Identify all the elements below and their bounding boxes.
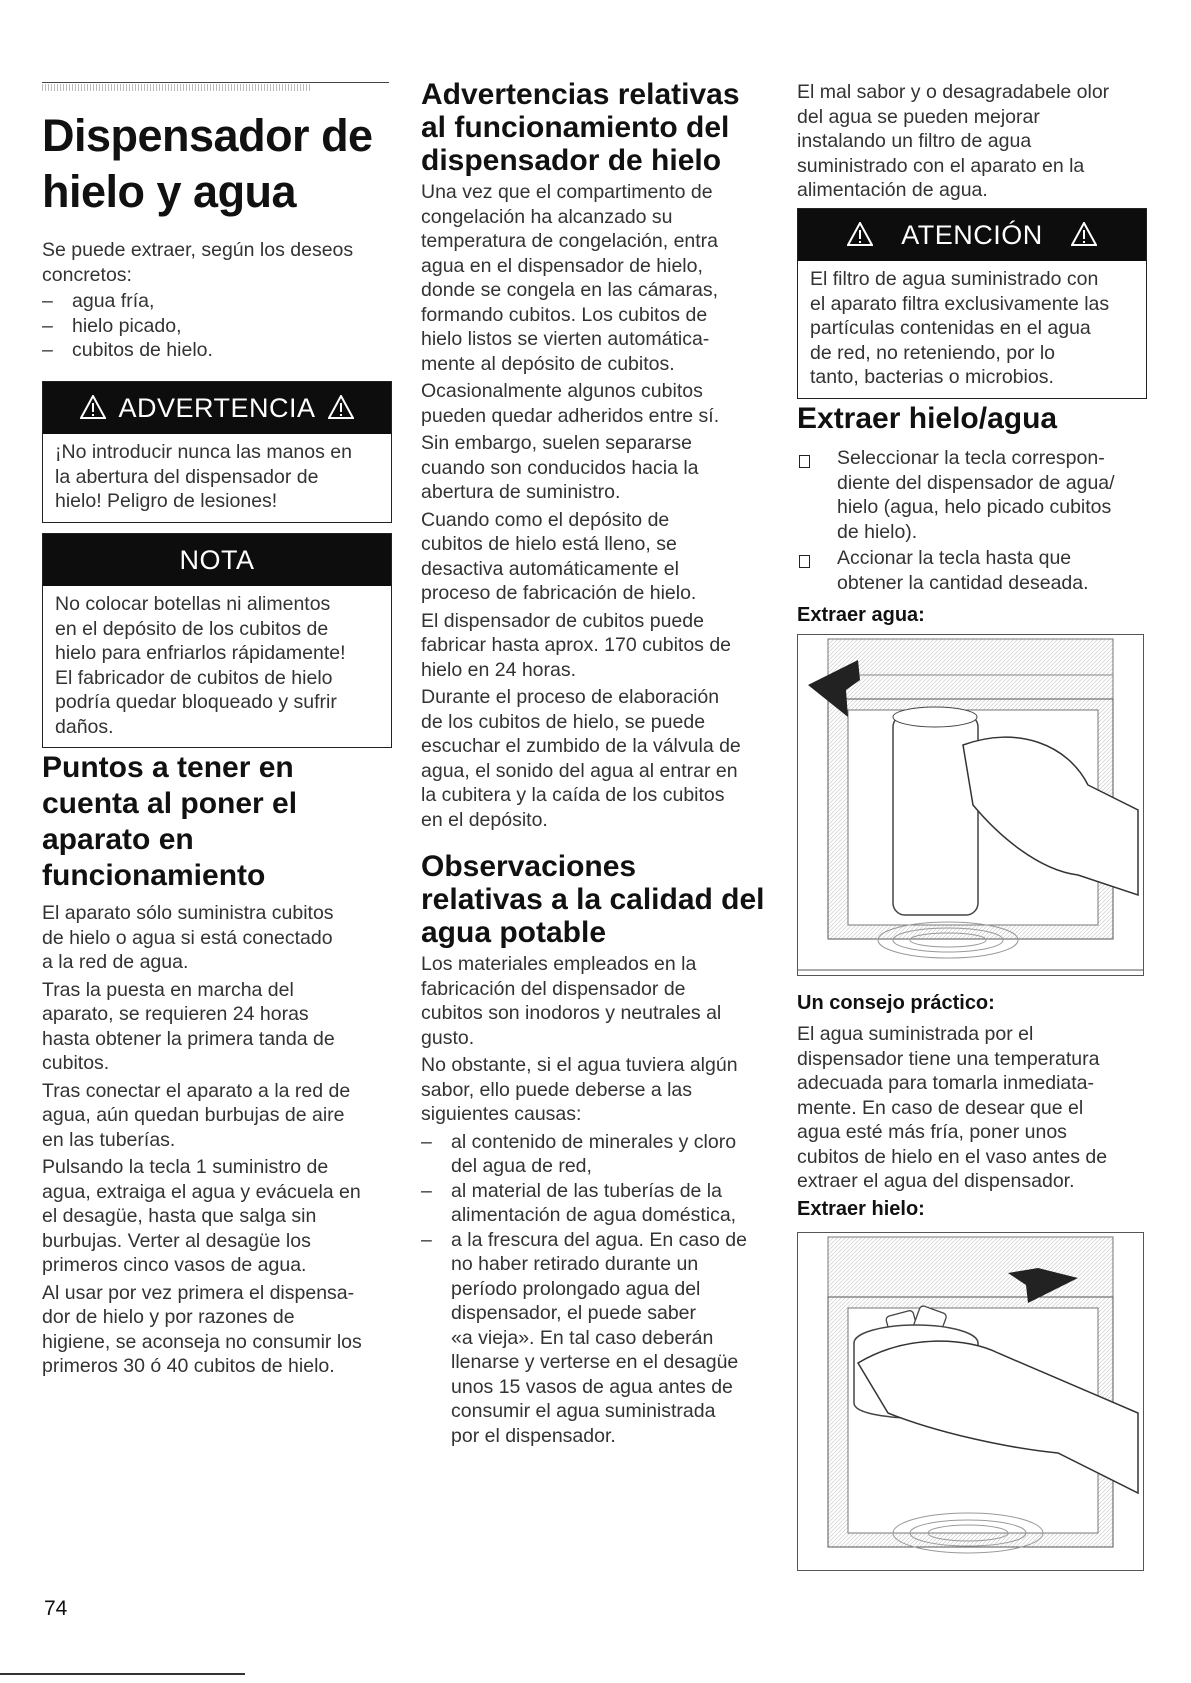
attention-body: El filtro de agua suministrado con el aparato filtra exclusivamente las partículas contenidas en el agua de red, no reteniendo, por lo tanto, bacterias o microbios.: [810, 268, 1110, 388]
warning-triangle-icon: [80, 384, 106, 436]
paragraph: Al usar por vez primera el dispensa- dor de hielo y por razones de higiene, se aconseja no consumir los primeros 30 ó 40 cubitos de hielo.: [42, 1281, 362, 1377]
list-item: – agua fría,: [42, 289, 402, 314]
top-hatch-decoration: [42, 84, 312, 91]
top-rule: [42, 82, 389, 83]
list-item: Seleccionar la tecla correspon- diente del dispensador de agua/ hielo (agua, helo picado cubitos de hielo).: [797, 446, 1159, 544]
list-item: Accionar la tecla hasta que obtener la cantidad deseada.: [797, 546, 1159, 595]
operation-text: [421, 180, 781, 835]
warning-triangle-icon: [847, 211, 873, 263]
page-number: 74: [44, 1597, 68, 1620]
warning-box: [42, 381, 392, 523]
section-heading-water-quality: Observaciones relativas a la calidad del agua potable: [421, 850, 765, 949]
paragraph: Los materiales empleados en la fabricación del dispensador de cubitos son inodoros y neutrales al gusto.: [421, 953, 722, 1049]
warning-heading: ADVERTENCIA: [43, 382, 391, 434]
extract-water-heading: Extraer agua:: [797, 604, 925, 626]
warning-body: ¡No introducir nunca las manos en la abertura del dispensador de hielo! Peligro de lesiones!: [55, 441, 352, 512]
paragraph: El aparato sólo suministra cubitos de hielo o agua si está conectado a la red de agua.: [42, 902, 334, 973]
bottom-rule: [0, 1673, 245, 1675]
section-heading-startup: Puntos a tener en cuenta al poner el aparato en funcionamiento: [42, 751, 298, 892]
section-heading-operation: Advertencias relativas al funcionamiento del dispensador de hielo: [421, 78, 740, 177]
note-box: [42, 533, 392, 748]
extract-heading: Extraer hielo/agua: [797, 402, 1058, 435]
page-title-line: hielo y agua: [42, 166, 297, 217]
note-heading: NOTA: [43, 534, 391, 586]
water-quality-text: [421, 952, 783, 1448]
list-item: – al material de las tuberías de la alimentación de agua doméstica,: [421, 1179, 783, 1228]
filter-intro: El mal sabor y o desagradabele olor del agua se pueden mejorar instalando un filtro de agua suministrado con el aparato en la alimentación de agua.: [797, 81, 1110, 201]
checkbox-square-icon: [799, 455, 810, 468]
page-title: [42, 108, 402, 220]
extract-ice-heading: Extraer hielo:: [797, 1198, 925, 1220]
warning-triangle-icon: [1071, 211, 1097, 263]
startup-text: [42, 901, 402, 1382]
water-dispense-illustration: [797, 634, 1144, 976]
paragraph: Cuando como el depósito de cubitos de hielo está lleno, se desactiva automáticamente el proceso de fabricación de hielo.: [421, 508, 697, 604]
paragraph: Tras la puesta en marcha del aparato, se requieren 24 horas hasta obtener la primera tanda de cubitos.: [42, 978, 335, 1074]
paragraph: Una vez que el compartimento de congelación ha alcanzado su temperatura de congelación, entra agua en el dispensador de hielo, donde se congela en las cámaras, formando cubitos. Los cubitos de hielo listos se vierten automática- mente al depósito de cubitos.: [421, 181, 719, 375]
paragraph: El dispensador de cubitos puede fabricar hasta aprox. 170 cubitos de hielo en 24 horas.: [421, 609, 732, 681]
paragraph: Ocasionalmente algunos cubitos pueden quedar adheridos entre sí.: [421, 380, 720, 427]
attention-heading: ATENCIÓN: [798, 209, 1146, 261]
paragraph: Durante el proceso de elaboración de los cubitos de hielo, se puede escuchar el zumbido de la válvula de agua, el sonido del agua al entrar en la cubitera y la caída de los cubitos en el depósito.: [421, 686, 741, 831]
checkbox-square-icon: [799, 555, 810, 568]
list-item: – a la frescura del agua. En caso de no haber retirado durante un período prolongado agua del dispensador, el puede saber «a vieja». En tal caso deberán llenarse y verterse en el desagüe unos 15 vasos de agua antes de consumir el agua suministrada por el dispensador.: [421, 1228, 783, 1449]
list-item: – al contenido de minerales y cloro del agua de red,: [421, 1130, 783, 1179]
causes-list: [421, 1130, 783, 1449]
paragraph: Tras conectar el aparato a la red de agua, aún quedan burbujas de aire en las tuberías.: [42, 1079, 351, 1151]
tip-heading: Un consejo práctico:: [797, 992, 995, 1014]
note-body: No colocar botellas ni alimentos en el depósito de los cubitos de hielo para enfriarlos rápidamente! El fabricador de cubitos de hielo podría quedar bloqueado y sufrir daños.: [55, 593, 346, 738]
warning-triangle-icon: [328, 384, 354, 436]
list-item: – cubitos de hielo.: [42, 338, 402, 363]
ice-dispense-illustration: [797, 1232, 1144, 1571]
paragraph: No obstante, si el agua tuviera algún sabor, ello puede deberse a las siguientes causas:: [421, 1054, 738, 1125]
dispense-list: [42, 289, 402, 363]
paragraph: Sin embargo, suelen separarse cuando son conducidos hacia la abertura de suministro.: [421, 432, 699, 503]
tip-text: El agua suministrada por el dispensador tiene una temperatura adecuada para tomarla inmediata- mente. En caso de desear que el agua esté más fría, poner unos cubitos de hielo en el vaso antes de extraer el agua del dispensador.: [797, 1023, 1108, 1192]
paragraph: Pulsando la tecla 1 suministro de agua, extraiga el agua y evácuela en el desagüe, hasta que salga sin burbujas. Verter al desagüe los primeros cinco vasos de agua.: [42, 1156, 361, 1276]
intro-text: Se puede extraer, según los deseos concretos: – agua fría, – hielo picado, – cubitos de hielo.: [42, 238, 402, 363]
steps-list: [797, 446, 1159, 595]
attention-box: [797, 208, 1147, 399]
list-item: – hielo picado,: [42, 314, 402, 339]
page-title-line: Dispensador de: [42, 110, 373, 161]
